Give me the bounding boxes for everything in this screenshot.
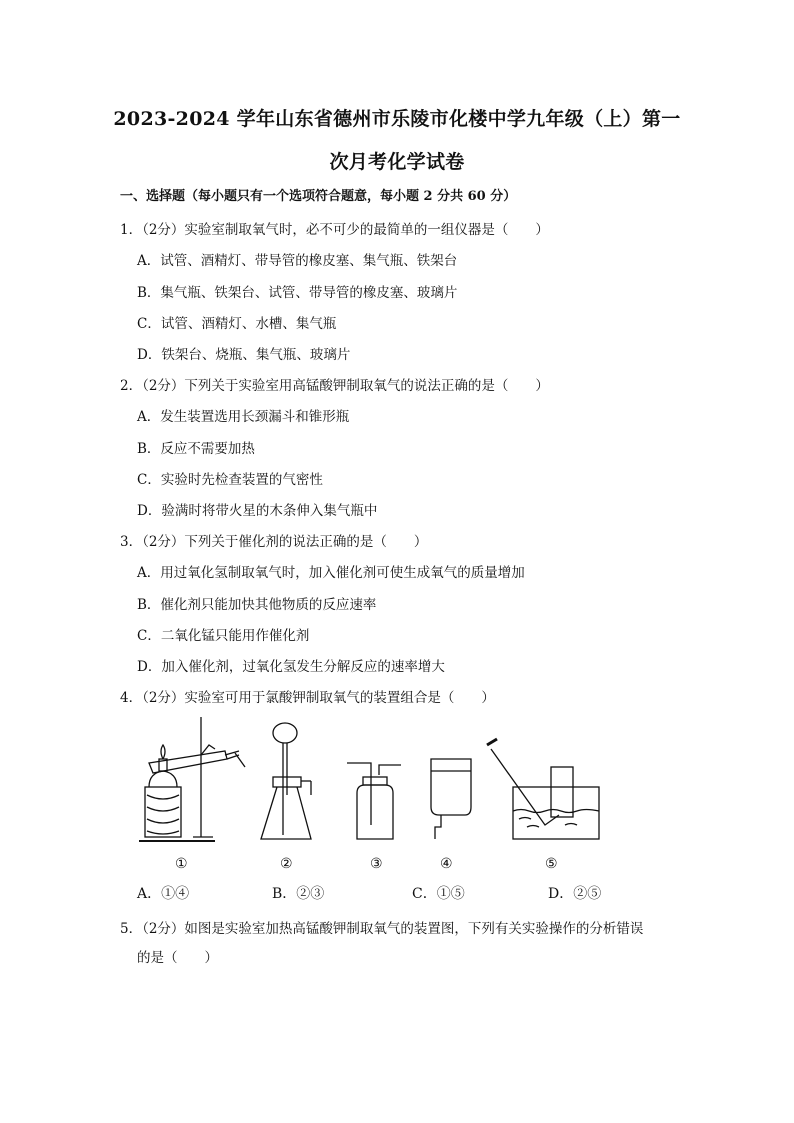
question-3-option-b: B．催化剂只能加快其他物质的反应速率 (137, 597, 377, 613)
question-1-option-b: B．集气瓶、铁架台、试管、带导管的橡皮塞、玻璃片 (137, 285, 458, 301)
question-3-option-c: C．二氧化锰只能用作催化剂 (137, 628, 310, 644)
question-3-option-a: A．用过氧化氢制取氧气时，加入催化剂可使生成氧气的质量增加 (137, 565, 525, 581)
question-2-option-b: B．反应不需要加热 (137, 441, 255, 457)
question-2-stem: 2．（2分）下列关于实验室用高锰酸钾制取氧气的说法正确的是（ ） (120, 378, 549, 394)
question-1-option-c: C．试管、酒精灯、水槽、集气瓶 (137, 316, 337, 332)
figure-label-1: ① (175, 856, 188, 872)
question-2-option-d: D．验满时将带火星的木条伸入集气瓶中 (137, 503, 378, 519)
question-3-option-d: D．加入催化剂，过氧化氢发生分解反应的速率增大 (137, 659, 445, 675)
question-2-option-c: C．实验时先检查装置的气密性 (137, 472, 323, 488)
apparatus-5-water-trough (487, 739, 599, 839)
question-5-stem-line1: 5．（2分）如图是实验室加热高锰酸钾制取氧气的装置图，下列有关实验操作的分析错误 (120, 921, 644, 937)
question-2-option-a: A．发生装置选用长颈漏斗和锥形瓶 (137, 409, 350, 425)
question-4-option-c: C．①⑤ (412, 886, 465, 902)
question-4-option-a: A．①④ (137, 886, 190, 902)
paper-title-line1: 2023-2024 学年山东省德州市乐陵市化楼中学九年级（上）第一 (113, 108, 681, 130)
figure-label-3: ③ (370, 856, 383, 872)
question-5-stem-line2: 的是（ ） (137, 950, 218, 966)
question-4-option-d: D．②⑤ (548, 886, 602, 902)
apparatus-3-gas-bottle (347, 763, 401, 839)
question-1-stem: 1．（2分）实验室制取氧气时，必不可少的最简单的一组仪器是（ ） (120, 222, 549, 238)
apparatus-4-inverted-bottle (431, 759, 471, 839)
question-3-stem: 3．（2分）下列关于催化剂的说法正确的是（ ） (120, 534, 428, 550)
question-1-option-a: A．试管、酒精灯、带导管的橡皮塞、集气瓶、铁架台 (137, 253, 458, 269)
apparatus-2-conical-flask (261, 723, 311, 839)
question-4-option-b: B．②③ (272, 886, 325, 902)
section-header: 一、选择题（每小题只有一个选项符合题意，每小题 2 分共 60 分） (120, 189, 517, 204)
question-4-stem: 4．（2分）实验室可用于氯酸钾制取氧气的装置组合是（ ） (120, 690, 495, 706)
apparatus-1-heating-setup (139, 717, 245, 841)
figure-label-2: ② (280, 856, 293, 872)
lab-apparatus-figure (135, 715, 615, 855)
figure-label-5: ⑤ (545, 856, 558, 872)
paper-title-line2: 次月考化学试卷 (329, 151, 465, 173)
question-1-option-d: D．铁架台、烧瓶、集气瓶、玻璃片 (137, 347, 351, 363)
figure-label-4: ④ (440, 856, 453, 872)
